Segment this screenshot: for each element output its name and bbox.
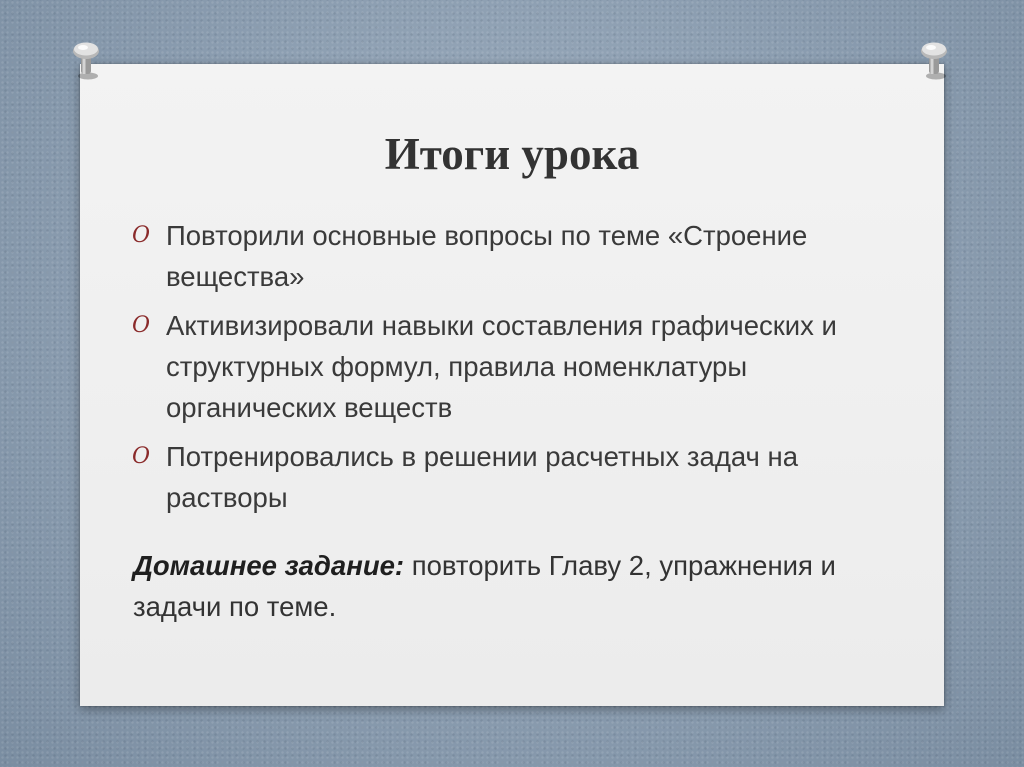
pushpin-icon (916, 38, 952, 82)
bullet-text: Повторили основные вопросы по теме «Строение вещества» (166, 220, 808, 292)
homework-text: повторить Главу 2, упражнения и задачи по теме. (133, 550, 836, 622)
slide-title: Итоги урока (384, 129, 640, 179)
bullet-list (130, 215, 910, 526)
bullet-item (130, 436, 910, 518)
homework-paragraph (133, 545, 893, 627)
bullet-marker: O (132, 313, 151, 338)
pushpin-icon (68, 38, 104, 82)
bullet-item (130, 305, 910, 428)
bullet-item (130, 215, 910, 297)
homework-label: Домашнее задание: (133, 550, 405, 581)
bullet-text: Потренировались в решении расчетных задач на растворы (166, 441, 799, 513)
bullet-text: Активизировали навыки составления графических и структурных формул, правила номенклатуры органических веществ (166, 310, 837, 423)
bullet-marker: O (132, 223, 151, 248)
bullet-marker: O (132, 444, 151, 469)
